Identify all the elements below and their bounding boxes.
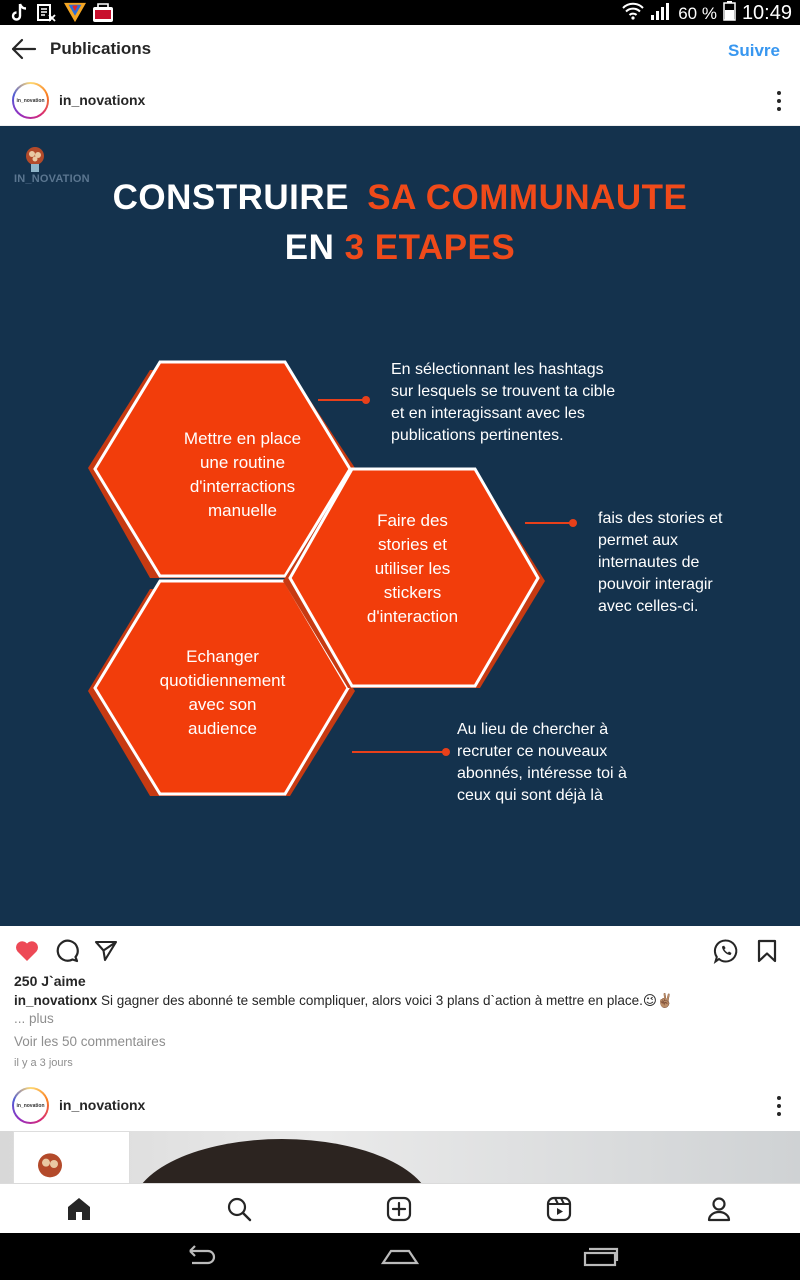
connector-dot-1 [362,396,370,404]
bottom-nav [0,1183,800,1233]
comment-icon[interactable] [54,938,80,964]
android-nav-bar [0,1233,800,1280]
home-icon[interactable] [66,1196,92,1222]
store-notification-icon [92,2,114,23]
more-options-icon[interactable] [776,91,782,111]
step-3-label: Echanger quotidiennement avec son audience [159,647,286,738]
wifi-icon [622,2,644,25]
post-header [0,77,800,125]
caption-text: Si gagner des abonné te semble compliquer, alors voici 3 plans d`action à mettre en place.😉✌🏽 [101,993,674,1008]
brand-text: IN_NOVATION [14,173,90,185]
top-bar [0,25,800,77]
share-icon[interactable] [93,938,119,964]
battery-icon [723,1,736,26]
system-home-icon[interactable] [381,1243,419,1274]
next-post-more-icon[interactable] [776,1096,782,1116]
post-timestamp: il y a 3 jours [14,1057,73,1069]
step-3-description: Au lieu de chercher à recruter ce nouveaux abonnés, intéresse toi à ceux qui sont déjà là [457,721,627,804]
system-back-icon[interactable] [182,1243,218,1274]
step-2-description: fais des stories et permet aux internautes de pouvoir interagir avec celles-ci. [598,510,723,615]
caption [14,992,794,1010]
bookmark-icon[interactable] [754,938,780,964]
next-post-person [132,1139,432,1186]
clock: 10:49 [741,2,792,24]
action-bar [0,926,800,974]
next-post-username[interactable]: in_novationx [59,1097,146,1113]
headline-orange-1: SA COMMUNAUTE [367,178,688,217]
tiktok-icon [8,2,30,23]
step-2-label: Faire des stories et utiliser les stickers d'interaction [366,511,459,626]
post-image[interactable] [0,126,800,926]
signal-icon [650,2,672,25]
caption-username[interactable]: in_novationx [14,993,98,1008]
next-avatar-text: in_novation [16,1102,45,1109]
next-post-avatar[interactable] [12,1087,49,1124]
add-post-icon[interactable] [386,1196,412,1222]
connector-dot-2 [569,519,577,527]
reels-icon[interactable] [546,1196,572,1222]
whatsapp-icon[interactable] [713,938,739,964]
follow-button[interactable]: Suivre [728,41,780,60]
heart-icon[interactable] [14,938,40,964]
next-post-logo-thumb [13,1131,130,1186]
page-title: Publications [50,39,152,58]
app-notification-icon [64,2,86,23]
next-post-image[interactable] [0,1131,800,1186]
profile-icon[interactable] [706,1196,732,1222]
back-arrow-icon[interactable] [10,37,38,61]
sim-notification-icon [36,2,58,23]
more-link[interactable]: ... plus [14,1011,54,1026]
connector-dot-3 [442,748,450,756]
avatar-text: in_novation [16,97,45,104]
likes-count[interactable]: 250 J`aime [14,973,86,989]
headline-orange-2: 3 ETAPES [344,228,516,267]
status-bar [0,0,800,25]
step-1-label: Mettre en place une routine d'interractions manuelle [183,429,302,520]
next-post-header [0,1082,800,1130]
headline-white-2: EN [284,228,335,267]
avatar[interactable] [12,82,49,119]
system-recents-icon[interactable] [583,1243,619,1274]
step-1-description: En sélectionnant les hashtags sur lesquels se trouvent ta cible et en interagissant avec les publications pertinentes. [391,361,616,444]
view-comments-link[interactable]: Voir les 50 commentaires [14,1034,166,1049]
post-username[interactable]: in_novationx [59,92,146,108]
search-icon[interactable] [226,1196,252,1222]
headline-white-1: CONSTRUIRE [112,178,349,217]
battery-percent: 60 % [678,3,717,23]
